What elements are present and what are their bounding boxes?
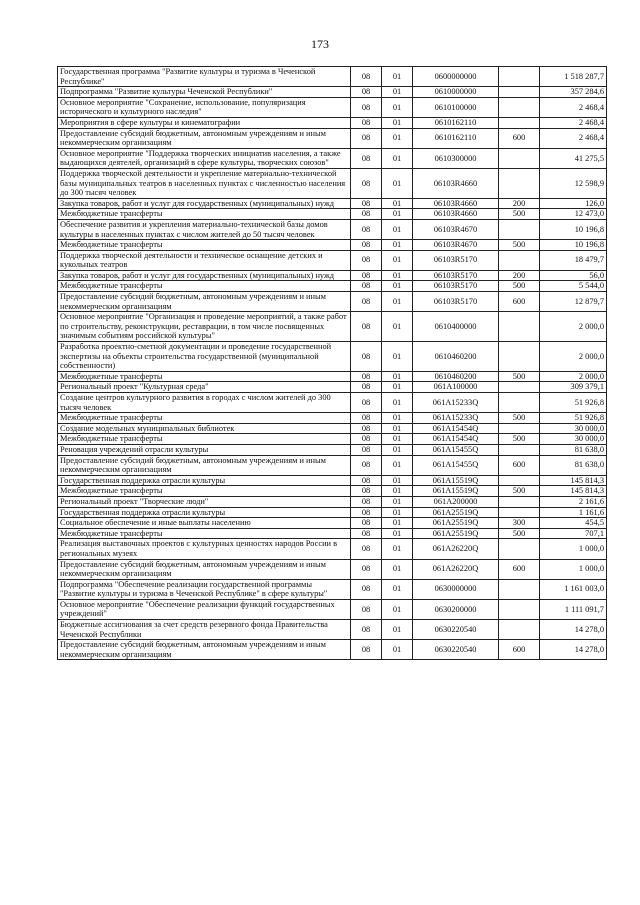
row-subsection-cell: 01 bbox=[382, 87, 413, 98]
row-name-cell: Межбюджетные трансферты bbox=[58, 434, 351, 445]
row-subsection-cell: 01 bbox=[382, 209, 413, 220]
row-section-cell: 08 bbox=[351, 342, 382, 372]
row-amount-cell: 10 196,8 bbox=[540, 240, 607, 251]
row-target-article-cell: 0610100000 bbox=[413, 97, 499, 117]
table-row bbox=[58, 292, 607, 312]
row-target-article-cell: 061A26220Q bbox=[413, 559, 499, 579]
row-amount-cell: 2 468,4 bbox=[540, 97, 607, 117]
row-section-cell: 08 bbox=[351, 518, 382, 529]
row-section-cell: 08 bbox=[351, 240, 382, 251]
row-target-article-cell: 0610460200 bbox=[413, 342, 499, 372]
row-name-cell: Мероприятия в сфере культуры и кинематографии bbox=[58, 117, 351, 128]
table-row bbox=[58, 250, 607, 270]
row-amount-cell: 30 000,0 bbox=[540, 423, 607, 434]
row-name-cell: Реализация выставочных проектов с культурных ценностях народов России в региональных музеях bbox=[58, 539, 351, 559]
row-subsection-cell: 01 bbox=[382, 620, 413, 640]
row-section-cell: 08 bbox=[351, 67, 382, 87]
row-name-cell: Закупка товаров, работ и услуг для государственных (муниципальных) нужд bbox=[58, 198, 351, 209]
row-expense-type-cell bbox=[499, 342, 540, 372]
row-target-article-cell: 061A15455Q bbox=[413, 444, 499, 455]
row-target-article-cell: 06103R4660 bbox=[413, 209, 499, 220]
row-subsection-cell: 01 bbox=[382, 579, 413, 599]
row-name-cell: Поддержка творческой деятельности и укрепление материально-технической базы муниципальных театров в населенных пунктах с численностью населения до 300 тысяч человек bbox=[58, 168, 351, 198]
row-target-article-cell: 06103R4660 bbox=[413, 168, 499, 198]
table-row bbox=[58, 455, 607, 475]
row-expense-type-cell bbox=[499, 168, 540, 198]
table-row bbox=[58, 148, 607, 168]
row-expense-type-cell: 200 bbox=[499, 270, 540, 281]
row-subsection-cell: 01 bbox=[382, 270, 413, 281]
row-name-cell: Региональный проект "Творческие люди" bbox=[58, 496, 351, 507]
row-expense-type-cell bbox=[499, 507, 540, 518]
row-target-article-cell: 06103R4660 bbox=[413, 198, 499, 209]
row-amount-cell: 12 598,9 bbox=[540, 168, 607, 198]
row-name-cell: Создание модельных муниципальных библиотек bbox=[58, 423, 351, 434]
row-section-cell: 08 bbox=[351, 168, 382, 198]
row-name-cell: Предоставление субсидий бюджетным, автономным учреждениям и иным некоммерческим организациям bbox=[58, 128, 351, 148]
row-target-article-cell: 0630200000 bbox=[413, 599, 499, 619]
table-row bbox=[58, 198, 607, 209]
row-target-article-cell: 0630220540 bbox=[413, 640, 499, 660]
row-expense-type-cell bbox=[499, 393, 540, 413]
row-subsection-cell: 01 bbox=[382, 312, 413, 342]
row-target-article-cell: 06103R4670 bbox=[413, 240, 499, 251]
row-expense-type-cell bbox=[499, 219, 540, 239]
table-row bbox=[58, 640, 607, 660]
row-section-cell: 08 bbox=[351, 599, 382, 619]
row-expense-type-cell bbox=[499, 539, 540, 559]
row-subsection-cell: 01 bbox=[382, 507, 413, 518]
row-name-cell: Межбюджетные трансферты bbox=[58, 209, 351, 220]
row-name-cell: Основное мероприятие "Сохранение, использование, популяризация исторического и культурного наследия" bbox=[58, 97, 351, 117]
row-subsection-cell: 01 bbox=[382, 599, 413, 619]
row-name-cell: Создание центров культурного развития в городах с числом жителей до 300 тысяч человек bbox=[58, 393, 351, 413]
row-target-article-cell: 0610162110 bbox=[413, 128, 499, 148]
row-subsection-cell: 01 bbox=[382, 219, 413, 239]
row-name-cell: Межбюджетные трансферты bbox=[58, 371, 351, 382]
table-row bbox=[58, 67, 607, 87]
table-row bbox=[58, 342, 607, 372]
row-expense-type-cell bbox=[499, 87, 540, 98]
row-amount-cell: 10 196,8 bbox=[540, 219, 607, 239]
table-row bbox=[58, 413, 607, 424]
table-row bbox=[58, 393, 607, 413]
row-subsection-cell: 01 bbox=[382, 292, 413, 312]
row-name-cell: Обеспечение развития и укрепления материально-технической базы домов культуры в населенных пунктах с числом жителей до 50 тысяч человек bbox=[58, 219, 351, 239]
row-name-cell: Подпрограмма "Обеспечение реализации государственной программы "Развитие культуры и туризма в Чеченской Республике" в сфере культуры" bbox=[58, 579, 351, 599]
row-name-cell: Основное мероприятие "Организация и проведение мероприятий, а также работ по строительству, реконструкции, реставрации, в том числе посвященных значимым событиям российской культуры" bbox=[58, 312, 351, 342]
row-target-article-cell: 06103R5170 bbox=[413, 281, 499, 292]
row-subsection-cell: 01 bbox=[382, 486, 413, 497]
row-amount-cell: 1 161,6 bbox=[540, 507, 607, 518]
row-amount-cell: 2 000,0 bbox=[540, 312, 607, 342]
row-expense-type-cell: 500 bbox=[499, 371, 540, 382]
row-subsection-cell: 01 bbox=[382, 640, 413, 660]
row-amount-cell: 454,5 bbox=[540, 518, 607, 529]
row-expense-type-cell bbox=[499, 97, 540, 117]
row-section-cell: 08 bbox=[351, 434, 382, 445]
row-section-cell: 08 bbox=[351, 312, 382, 342]
row-expense-type-cell: 500 bbox=[499, 240, 540, 251]
row-name-cell: Бюджетные ассигнования за счет средств резервного фонда Правительства Чеченской Республики bbox=[58, 620, 351, 640]
table-row bbox=[58, 270, 607, 281]
row-name-cell: Государственная поддержка отрасли культуры bbox=[58, 475, 351, 486]
row-name-cell: Закупка товаров, работ и услуг для государственных (муниципальных) нужд bbox=[58, 270, 351, 281]
row-target-article-cell: 061A15519Q bbox=[413, 486, 499, 497]
row-target-article-cell: 061A15455Q bbox=[413, 455, 499, 475]
row-expense-type-cell bbox=[499, 599, 540, 619]
row-expense-type-cell bbox=[499, 423, 540, 434]
row-name-cell: Поддержка творческой деятельности и техническое оснащение детских и кукольных театров bbox=[58, 250, 351, 270]
row-section-cell: 08 bbox=[351, 219, 382, 239]
table-row bbox=[58, 117, 607, 128]
row-subsection-cell: 01 bbox=[382, 444, 413, 455]
row-subsection-cell: 01 bbox=[382, 455, 413, 475]
row-amount-cell: 51 926,8 bbox=[540, 393, 607, 413]
row-expense-type-cell: 300 bbox=[499, 518, 540, 529]
row-section-cell: 08 bbox=[351, 250, 382, 270]
row-expense-type-cell bbox=[499, 117, 540, 128]
row-target-article-cell: 061A26220Q bbox=[413, 539, 499, 559]
row-amount-cell: 5 544,0 bbox=[540, 281, 607, 292]
row-expense-type-cell: 500 bbox=[499, 486, 540, 497]
row-section-cell: 08 bbox=[351, 292, 382, 312]
row-target-article-cell: 0610460200 bbox=[413, 371, 499, 382]
row-expense-type-cell: 600 bbox=[499, 559, 540, 579]
row-subsection-cell: 01 bbox=[382, 240, 413, 251]
row-name-cell: Социальное обеспечение и иные выплаты населению bbox=[58, 518, 351, 529]
row-section-cell: 08 bbox=[351, 640, 382, 660]
row-section-cell: 08 bbox=[351, 455, 382, 475]
row-amount-cell: 41 275,5 bbox=[540, 148, 607, 168]
row-target-article-cell: 06103R4670 bbox=[413, 219, 499, 239]
row-target-article-cell: 061A15454Q bbox=[413, 434, 499, 445]
row-name-cell: Межбюджетные трансферты bbox=[58, 240, 351, 251]
row-section-cell: 08 bbox=[351, 371, 382, 382]
row-amount-cell: 1 111 091,7 bbox=[540, 599, 607, 619]
row-expense-type-cell bbox=[499, 579, 540, 599]
row-expense-type-cell bbox=[499, 67, 540, 87]
row-expense-type-cell bbox=[499, 250, 540, 270]
row-section-cell: 08 bbox=[351, 270, 382, 281]
table-row bbox=[58, 209, 607, 220]
row-expense-type-cell: 600 bbox=[499, 455, 540, 475]
row-expense-type-cell bbox=[499, 444, 540, 455]
row-subsection-cell: 01 bbox=[382, 371, 413, 382]
row-amount-cell: 51 926,8 bbox=[540, 413, 607, 424]
row-name-cell: Разработка проектно-сметной документации и проведение государственной экспертизы на объекты строительства государственной (муниципальной собственности) bbox=[58, 342, 351, 372]
row-section-cell: 08 bbox=[351, 528, 382, 539]
row-subsection-cell: 01 bbox=[382, 117, 413, 128]
row-target-article-cell: 06103R5170 bbox=[413, 292, 499, 312]
table-row bbox=[58, 507, 607, 518]
row-name-cell: Межбюджетные трансферты bbox=[58, 486, 351, 497]
row-name-cell: Подпрограмма "Развитие культуры Чеченской Республики" bbox=[58, 87, 351, 98]
row-target-article-cell: 0610000000 bbox=[413, 87, 499, 98]
row-section-cell: 08 bbox=[351, 559, 382, 579]
row-subsection-cell: 01 bbox=[382, 413, 413, 424]
row-subsection-cell: 01 bbox=[382, 342, 413, 372]
row-target-article-cell: 061A15233Q bbox=[413, 393, 499, 413]
row-target-article-cell: 061A15519Q bbox=[413, 475, 499, 486]
row-target-article-cell: 061A25519Q bbox=[413, 528, 499, 539]
row-section-cell: 08 bbox=[351, 382, 382, 393]
table-row bbox=[58, 312, 607, 342]
row-expense-type-cell: 500 bbox=[499, 209, 540, 220]
table-row bbox=[58, 486, 607, 497]
row-amount-cell: 2 468,4 bbox=[540, 128, 607, 148]
row-section-cell: 08 bbox=[351, 507, 382, 518]
row-name-cell: Государственная программа "Развитие культуры и туризма в Чеченской Республике" bbox=[58, 67, 351, 87]
row-section-cell: 08 bbox=[351, 97, 382, 117]
row-subsection-cell: 01 bbox=[382, 539, 413, 559]
row-subsection-cell: 01 bbox=[382, 434, 413, 445]
row-subsection-cell: 01 bbox=[382, 528, 413, 539]
table-row bbox=[58, 559, 607, 579]
row-section-cell: 08 bbox=[351, 486, 382, 497]
row-amount-cell: 2 468,4 bbox=[540, 117, 607, 128]
table-row bbox=[58, 281, 607, 292]
row-amount-cell: 56,0 bbox=[540, 270, 607, 281]
row-name-cell: Межбюджетные трансферты bbox=[58, 281, 351, 292]
row-name-cell: Межбюджетные трансферты bbox=[58, 528, 351, 539]
row-amount-cell: 18 479,7 bbox=[540, 250, 607, 270]
row-subsection-cell: 01 bbox=[382, 393, 413, 413]
row-subsection-cell: 01 bbox=[382, 475, 413, 486]
row-amount-cell: 357 284,6 bbox=[540, 87, 607, 98]
row-subsection-cell: 01 bbox=[382, 67, 413, 87]
row-subsection-cell: 01 bbox=[382, 168, 413, 198]
row-expense-type-cell bbox=[499, 620, 540, 640]
row-expense-type-cell: 500 bbox=[499, 413, 540, 424]
row-target-article-cell: 0610162110 bbox=[413, 117, 499, 128]
row-amount-cell: 309 379,1 bbox=[540, 382, 607, 393]
row-amount-cell: 81 638,0 bbox=[540, 455, 607, 475]
row-target-article-cell: 061A25519Q bbox=[413, 518, 499, 529]
row-target-article-cell: 061A25519Q bbox=[413, 507, 499, 518]
row-amount-cell: 145 814,3 bbox=[540, 486, 607, 497]
row-section-cell: 08 bbox=[351, 539, 382, 559]
row-subsection-cell: 01 bbox=[382, 97, 413, 117]
row-expense-type-cell: 200 bbox=[499, 198, 540, 209]
budget-table bbox=[57, 66, 607, 660]
table-row bbox=[58, 444, 607, 455]
row-amount-cell: 14 278,0 bbox=[540, 620, 607, 640]
row-section-cell: 08 bbox=[351, 128, 382, 148]
row-section-cell: 08 bbox=[351, 281, 382, 292]
row-section-cell: 08 bbox=[351, 413, 382, 424]
row-target-article-cell: 0610300000 bbox=[413, 148, 499, 168]
row-target-article-cell: 06103R5170 bbox=[413, 270, 499, 281]
row-subsection-cell: 01 bbox=[382, 423, 413, 434]
row-amount-cell: 707,1 bbox=[540, 528, 607, 539]
row-subsection-cell: 01 bbox=[382, 382, 413, 393]
table-row bbox=[58, 620, 607, 640]
row-section-cell: 08 bbox=[351, 117, 382, 128]
table-row bbox=[58, 496, 607, 507]
page-number: 173 bbox=[311, 37, 329, 51]
row-name-cell: Предоставление субсидий бюджетным, автономным учреждениям и иным некоммерческим организациям bbox=[58, 640, 351, 660]
table-row bbox=[58, 128, 607, 148]
row-section-cell: 08 bbox=[351, 209, 382, 220]
row-subsection-cell: 01 bbox=[382, 559, 413, 579]
table-row bbox=[58, 382, 607, 393]
row-expense-type-cell: 500 bbox=[499, 281, 540, 292]
table-row bbox=[58, 168, 607, 198]
row-name-cell: Государственная поддержка отрасли культуры bbox=[58, 507, 351, 518]
row-subsection-cell: 01 bbox=[382, 281, 413, 292]
row-target-article-cell: 06103R5170 bbox=[413, 250, 499, 270]
table-row bbox=[58, 528, 607, 539]
row-expense-type-cell: 600 bbox=[499, 128, 540, 148]
row-target-article-cell: 0610400000 bbox=[413, 312, 499, 342]
row-amount-cell: 12 879,7 bbox=[540, 292, 607, 312]
row-target-article-cell: 0630220540 bbox=[413, 620, 499, 640]
row-section-cell: 08 bbox=[351, 423, 382, 434]
row-amount-cell: 1 000,0 bbox=[540, 559, 607, 579]
row-section-cell: 08 bbox=[351, 198, 382, 209]
row-section-cell: 08 bbox=[351, 87, 382, 98]
row-name-cell: Основное мероприятие "Поддержка творческих инициатив населения, а также выдающихся деятелей, организаций в сфере культуры, творческих союзов" bbox=[58, 148, 351, 168]
row-subsection-cell: 01 bbox=[382, 128, 413, 148]
row-amount-cell: 2 000,0 bbox=[540, 342, 607, 372]
row-expense-type-cell: 500 bbox=[499, 434, 540, 445]
row-name-cell: Предоставление субсидий бюджетным, автономным учреждениям и иным некоммерческим организациям bbox=[58, 559, 351, 579]
row-section-cell: 08 bbox=[351, 148, 382, 168]
row-section-cell: 08 bbox=[351, 620, 382, 640]
row-name-cell: Реновация учреждений отрасли культуры bbox=[58, 444, 351, 455]
row-subsection-cell: 01 bbox=[382, 250, 413, 270]
row-name-cell: Региональный проект "Культурная среда" bbox=[58, 382, 351, 393]
table-row bbox=[58, 475, 607, 486]
row-name-cell: Предоставление субсидий бюджетным, автономным учреждениям и иным некоммерческим организациям bbox=[58, 455, 351, 475]
row-expense-type-cell bbox=[499, 496, 540, 507]
row-target-article-cell: 061A15233Q bbox=[413, 413, 499, 424]
row-amount-cell: 1 000,0 bbox=[540, 539, 607, 559]
row-expense-type-cell bbox=[499, 148, 540, 168]
row-expense-type-cell: 600 bbox=[499, 292, 540, 312]
row-expense-type-cell: 500 bbox=[499, 528, 540, 539]
table-row bbox=[58, 539, 607, 559]
row-section-cell: 08 bbox=[351, 475, 382, 486]
table-row bbox=[58, 579, 607, 599]
table-row bbox=[58, 240, 607, 251]
table-row bbox=[58, 371, 607, 382]
table-row bbox=[58, 423, 607, 434]
table-row bbox=[58, 219, 607, 239]
row-target-article-cell: 0630000000 bbox=[413, 579, 499, 599]
row-amount-cell: 145 814,3 bbox=[540, 475, 607, 486]
row-amount-cell: 81 638,0 bbox=[540, 444, 607, 455]
row-expense-type-cell bbox=[499, 475, 540, 486]
row-expense-type-cell bbox=[499, 382, 540, 393]
row-section-cell: 08 bbox=[351, 444, 382, 455]
row-target-article-cell: 061A15454Q bbox=[413, 423, 499, 434]
row-expense-type-cell bbox=[499, 312, 540, 342]
row-amount-cell: 1 161 003,0 bbox=[540, 579, 607, 599]
row-section-cell: 08 bbox=[351, 579, 382, 599]
row-target-article-cell: 061A100000 bbox=[413, 382, 499, 393]
row-amount-cell: 126,0 bbox=[540, 198, 607, 209]
row-amount-cell: 12 473,0 bbox=[540, 209, 607, 220]
row-name-cell: Предоставление субсидий бюджетным, автономным учреждениям и иным некоммерческим организациям bbox=[58, 292, 351, 312]
budget-table-body bbox=[58, 67, 607, 660]
row-amount-cell: 14 278,0 bbox=[540, 640, 607, 660]
row-subsection-cell: 01 bbox=[382, 496, 413, 507]
row-amount-cell: 30 000,0 bbox=[540, 434, 607, 445]
row-subsection-cell: 01 bbox=[382, 198, 413, 209]
row-subsection-cell: 01 bbox=[382, 148, 413, 168]
table-row bbox=[58, 87, 607, 98]
row-amount-cell: 1 518 287,7 bbox=[540, 67, 607, 87]
table-row bbox=[58, 599, 607, 619]
row-section-cell: 08 bbox=[351, 496, 382, 507]
table-row bbox=[58, 97, 607, 117]
row-target-article-cell: 0600000000 bbox=[413, 67, 499, 87]
table-row bbox=[58, 518, 607, 529]
row-target-article-cell: 061A200000 bbox=[413, 496, 499, 507]
table-row bbox=[58, 434, 607, 445]
row-subsection-cell: 01 bbox=[382, 518, 413, 529]
row-amount-cell: 2 000,0 bbox=[540, 371, 607, 382]
row-name-cell: Межбюджетные трансферты bbox=[58, 413, 351, 424]
row-section-cell: 08 bbox=[351, 393, 382, 413]
row-expense-type-cell: 600 bbox=[499, 640, 540, 660]
row-name-cell: Основное мероприятие "Обеспечение реализации функций государственных учреждений" bbox=[58, 599, 351, 619]
row-amount-cell: 2 161,6 bbox=[540, 496, 607, 507]
